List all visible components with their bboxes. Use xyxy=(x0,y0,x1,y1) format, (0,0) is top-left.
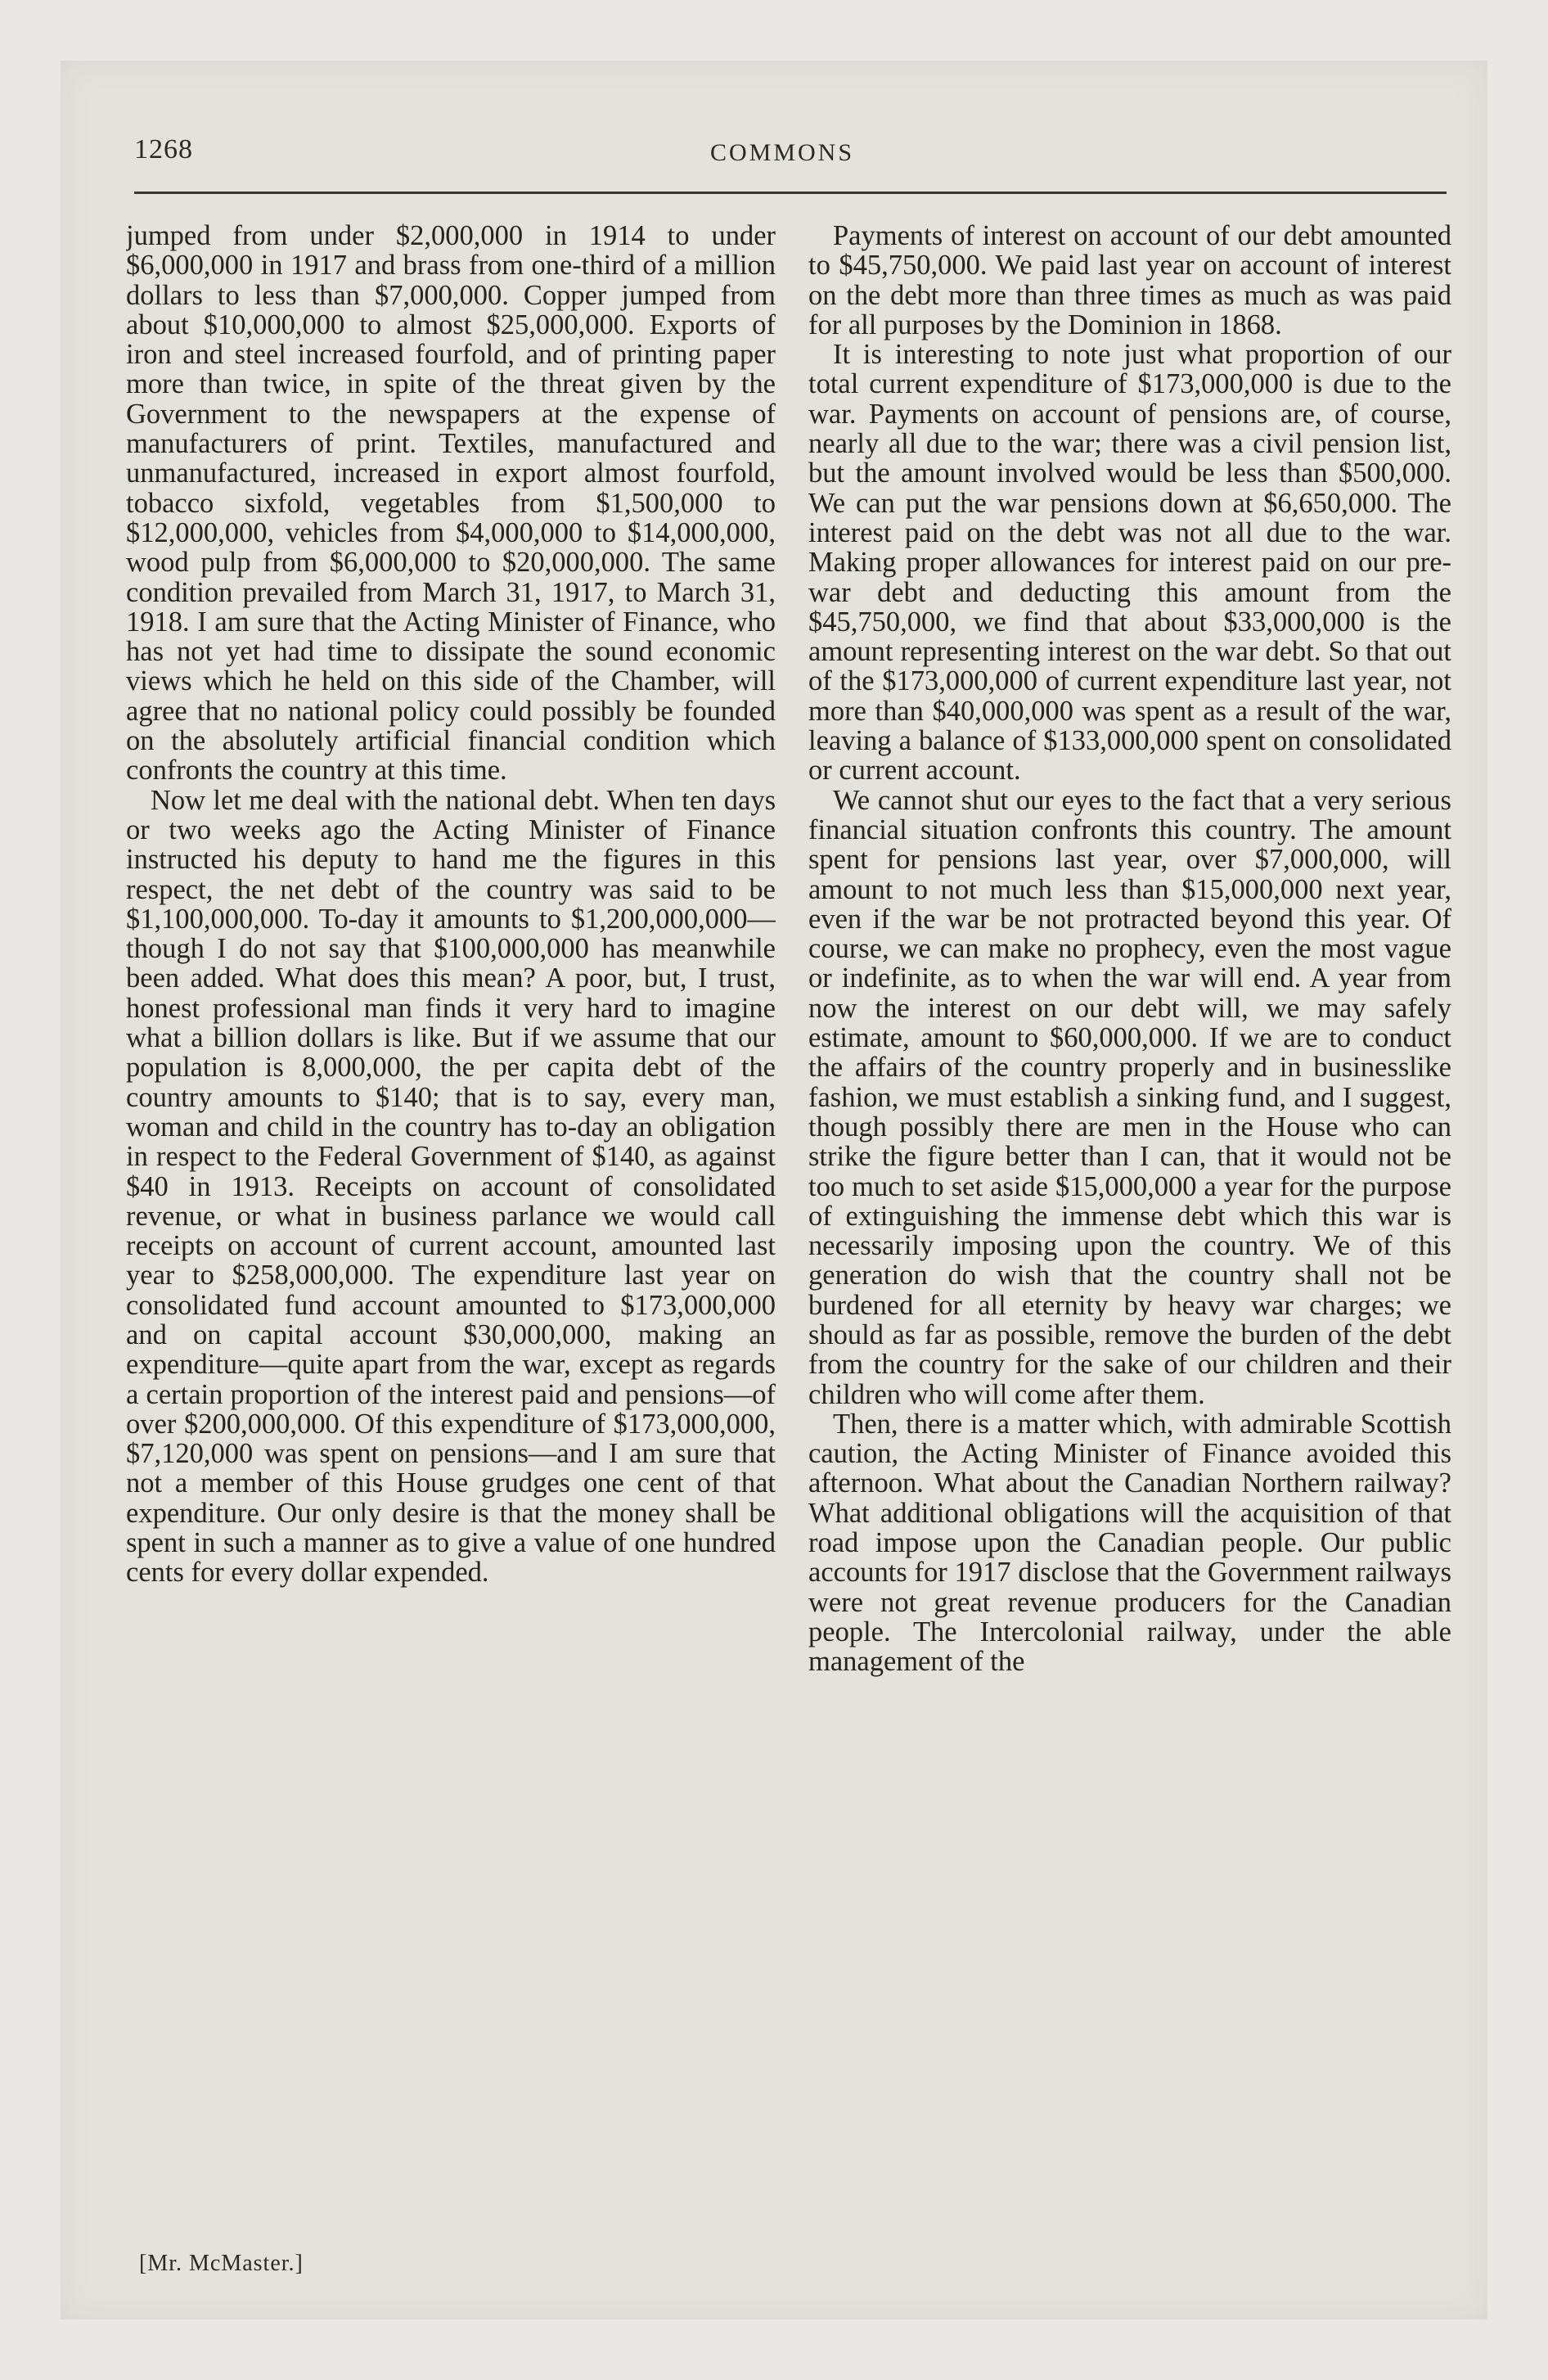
right-paragraph-1: Payments of interest on account of our debt amounted to $45,750,000. We paid last year on account of interest on the debt more than three times as much as was paid for all purposes by the Dominion in 1868. xyxy=(808,221,1451,340)
left-column xyxy=(126,221,776,2300)
left-paragraph-2: Now let me deal with the national debt. When ten days or two weeks ago the Acting Minister of Finance instructed his deputy to hand me the figures in this respect, the net debt of the country was said to be $1,100,000,000. To-day it amounts to $1,200,000,000—though I do not say that $100,000,000 has meanwhile been added. What does this mean? A poor, but, I trust, honest professional man finds it very hard to imagine what a billion dollars is like. But if we assume that our population is 8,000,000, the per capita debt of the country amounts to $140; that is to say, every man, woman and child in the country has to-day an obligation in respect to the Federal Government of $140, as against $40 in 1913. Receipts on account of consolidated revenue, or what in business parlance we would call receipts on account of current account, amounted last year to $258,000,000. The expenditure last year on consolidated fund account amounted to $173,000,000 and on capital account $30,000,000, making an expenditure—quite apart from the war, except as regards a certain proportion of the interest paid and pensions—of over $200,000,000. Of this expenditure of $173,000,000, $7,120,000 was spent on pensions—and I am sure that not a member of this House grudges one cent of that expenditure. Our only desire is that the money shall be spent in such a manner as to give a value of one hundred cents for every dollar expended. xyxy=(126,784,776,1589)
document-page xyxy=(61,61,1487,2319)
header-rule xyxy=(134,192,1447,194)
speaker-attribution: [Mr. McMaster.] xyxy=(139,2251,304,2276)
right-paragraph-3: We cannot shut our eyes to the fact that a very serious financial situation confronts this country. The amount spent for pensions last year, over $7,000,000, will amount to not much less than $15,000,000 next year, even if the war be not protracted beyond this year. Of course, we can make no prophecy, even the most vague or indefinite, as to when the war will end. A year from now the interest on our debt will, we may safely estimate, amount to $60,000,000. If we are to conduct the affairs of the country properly and in businesslike fashion, we must establish a sinking fund, and I suggest, though possibly there are men in the House who can strike the figure better than I can, that it would not be too much to set aside $15,000,000 a year for the purpose of extinguishing the immense debt which this war is necessarily imposing upon the country. We of this generation do wish that the country shall not be burdened for all eternity by heavy war charges; we should as far as possible, remove the burden of the debt from the country for the sake of our children and their children who will come after them. xyxy=(808,784,1451,1410)
running-head: COMMONS xyxy=(709,139,855,166)
right-column xyxy=(808,221,1451,2300)
page-number: 1268 xyxy=(134,134,193,165)
page-header xyxy=(134,134,1430,187)
right-paragraph-2: It is interesting to note just what proportion of our total current expenditure of $173,000,000 is due to the war. Payments on account of pensions are, of course, nearly all due to the war; there was a civil pension list, but the amount involved would be less than $500,000. We can put the war pensions down at $6,650,000. The interest paid on the debt was not all due to the war. Making proper allowances for interest paid on our pre-war debt and deducting this amount from the $45,750,000, we find that about $33,000,000 is the amount representing interest on the war debt. So that out of the $173,000,000 of current expenditure last year, not more than $40,000,000 was spent as a result of the war, leaving a balance of $133,000,000 spent on consolidated or current account. xyxy=(808,339,1451,787)
right-paragraph-4: Then, there is a matter which, with admirable Scottish caution, the Acting Minister of Finance avoided this afternoon. What about the Canadian Northern railway? What additional obligations will the acquisition of that road impose upon the Canadian people. Our public accounts for 1917 disclose that the Government railways were not great revenue producers for the Canadian people. The Intercolonial railway, under the able management of the xyxy=(808,1408,1451,1678)
left-paragraph-1: jumped from under $2,000,000 in 1914 to under $6,000,000 in 1917 and brass from one-third of a million dollars to less than $7,000,000. Copper jumped from about $10,000,000 to almost $25,000,000. Exports of iron and steel increased fourfold, and of printing paper more than twice, in spite of the threat given by the Government to the newspapers at the expense of manufacturers of print. Textiles, manufactured and unmanufactured, increased in export almost fourfold, tobacco sixfold, vegetables from $1,500,000 to $12,000,000, vehicles from $4,000,000 to $14,000,000, wood pulp from $6,000,000 to $20,000,000. The same condition prevailed from March 31, 1917, to March 31, 1918. I am sure that the Acting Minister of Finance, who has not yet had time to dissipate the sound economic views which he held on this side of the Chamber, will agree that no national policy could possibly be founded on the absolutely artificial financial condition which confronts the country at this time. xyxy=(126,221,776,787)
